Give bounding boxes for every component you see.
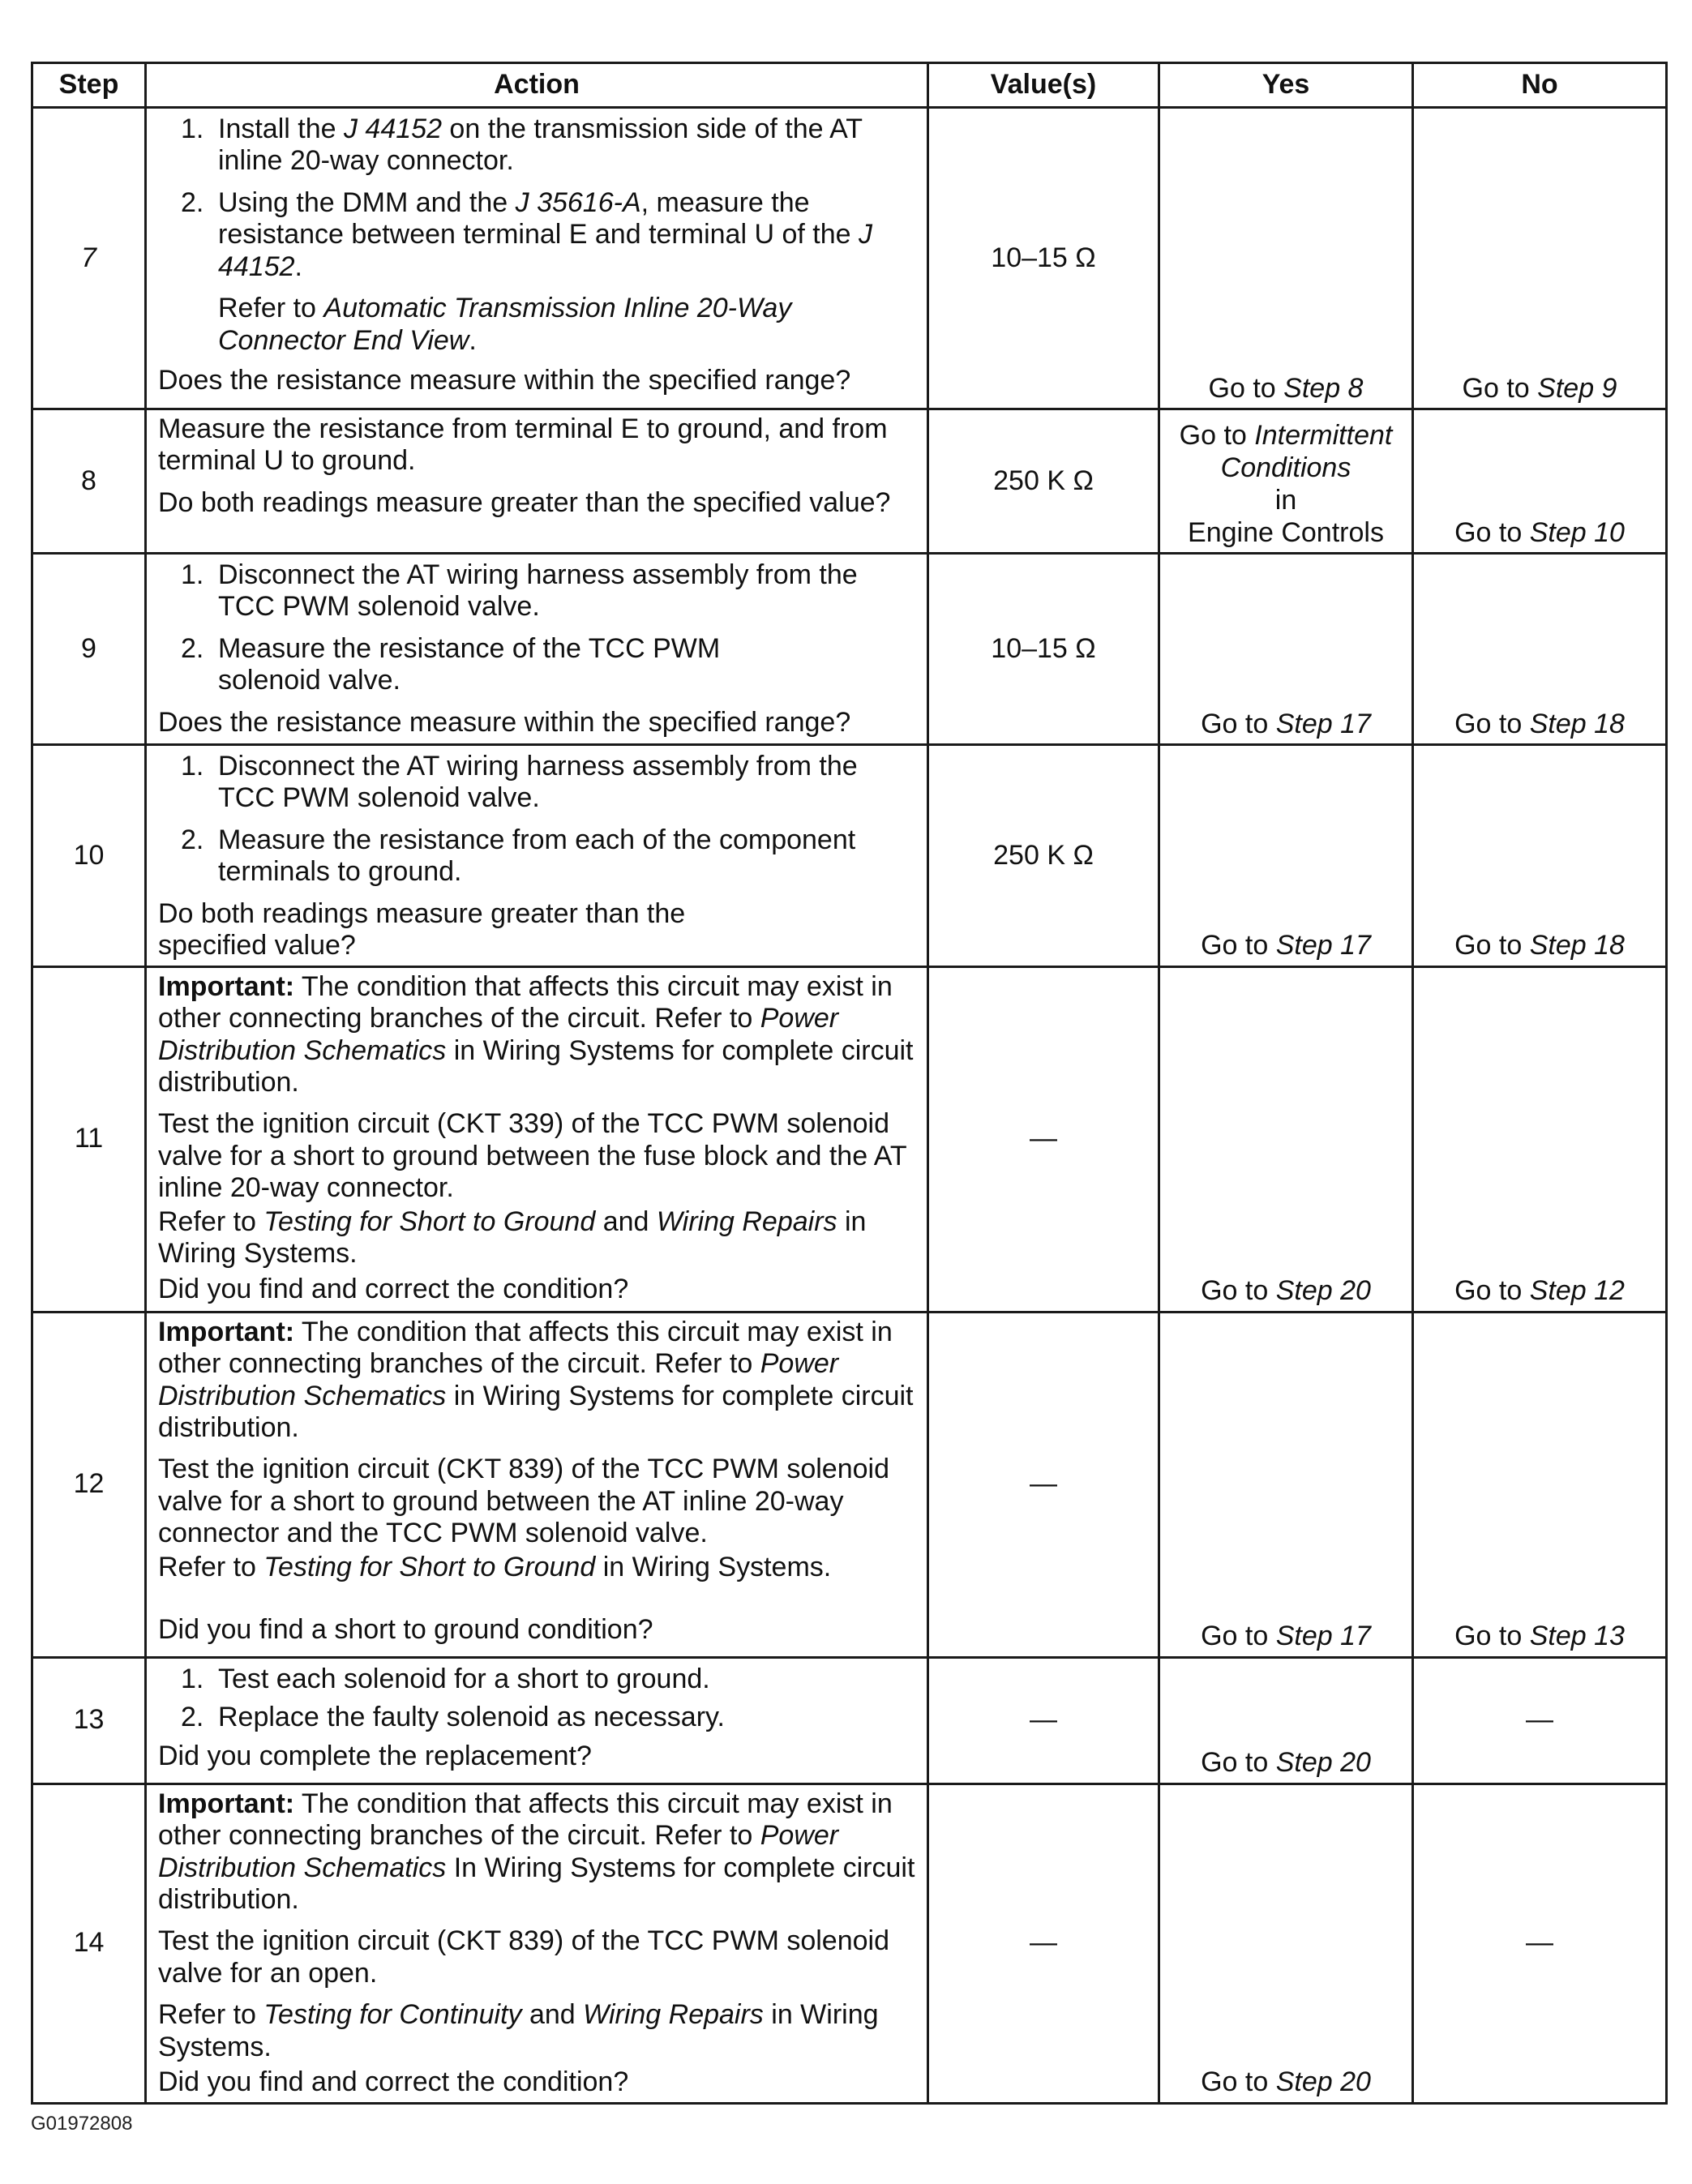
value-cell: 250 K Ω — [928, 409, 1159, 554]
value-cell — [928, 1784, 1159, 2103]
important-note: Important: The condition that affects this circuit may exist in other connecting branches of the circuit. Refer to Power Distribution Schematics In Wiring Systems for complete circuit distribution. — [158, 1788, 915, 1915]
yes-cell: Go to Step 20 — [1159, 1657, 1413, 1784]
table-header-row — [32, 63, 1667, 108]
dash-mark: — — [1526, 1927, 1553, 1959]
yes-cell: Go to Step 20 — [1159, 966, 1413, 1312]
action-cell — [146, 1657, 928, 1784]
question-text: Did you find and correct the condition? — [158, 1273, 629, 1304]
step-number: 7 — [32, 108, 146, 409]
reference-text: Refer to Testing for Short to Ground and Wiring Repairs in Wiring Systems. — [158, 1205, 867, 1270]
header-step: Step — [32, 63, 146, 108]
list-item: 1. Disconnect the AT wiring harness assembly from the TCC PWM solenoid valve. — [181, 751, 858, 814]
step-number: 13 — [32, 1657, 146, 1784]
header-action: Action — [146, 63, 928, 108]
no-cell: Go to Step 10 — [1413, 409, 1667, 554]
header-yes: Yes — [1159, 63, 1413, 108]
value-cell: 250 K Ω — [928, 745, 1159, 967]
no-cell — [1413, 1784, 1667, 2103]
yes-cell: Go to Step 17 — [1159, 1312, 1413, 1657]
reference-text: Refer to Testing for Continuity and Wiring Repairs in Wiring Systems. — [158, 1999, 879, 2062]
yes-cell: Go to Intermittent Conditions in Engine Controls — [1159, 409, 1413, 554]
value-cell — [928, 1657, 1159, 1784]
yes-cell: Go to Step 17 — [1159, 554, 1413, 745]
no-cell: Go to Step 9 — [1413, 108, 1667, 409]
list-item: 2. Replace the faulty solenoid as necessary. — [181, 1702, 725, 1733]
action-cell — [146, 554, 928, 745]
question-text: Did you complete the replacement? — [158, 1740, 592, 1771]
table-row-step-14 — [32, 1784, 1667, 2103]
header-no: No — [1413, 63, 1667, 108]
question-text: Did you find and correct the condition? — [158, 2066, 629, 2098]
value-cell: 10–15 Ω — [928, 554, 1159, 745]
action-cell — [146, 409, 928, 554]
table-row-step-12 — [32, 1312, 1667, 1657]
no-cell: Go to Step 13 — [1413, 1312, 1667, 1657]
question-text: Does the resistance measure within the specified range? — [158, 365, 851, 396]
list-item: 2. Using the DMM and the J 35616-A, measure the resistance between terminal E and terminal U of the J 44152. — [181, 186, 872, 282]
reference-text: Refer to Testing for Short to Ground in Wiring Systems. — [158, 1551, 832, 1582]
step-number: 9 — [32, 554, 146, 745]
table-row-step-9 — [32, 554, 1667, 745]
dash-mark: — — [1030, 1123, 1057, 1154]
no-cell: Go to Step 12 — [1413, 966, 1667, 1312]
step-number: 14 — [32, 1784, 146, 2103]
yes-cell: Go to Step 20 — [1159, 1784, 1413, 2103]
step-number: 10 — [32, 745, 146, 967]
no-cell: Go to Step 18 — [1413, 554, 1667, 745]
step-number: 12 — [32, 1312, 146, 1657]
table-row-step-13 — [32, 1657, 1667, 1784]
action-text: Test the ignition circuit (CKT 839) of the TCC PWM solenoid valve for an open. — [158, 1925, 889, 1989]
value-cell — [928, 966, 1159, 1312]
table-row-step-8 — [32, 409, 1667, 554]
question-text: Do both readings measure greater than the specified value? — [158, 897, 686, 961]
reference-text: Refer to Automatic Transmission Inline 20-Way Connector End View. — [218, 293, 792, 356]
dash-mark: — — [1030, 1468, 1057, 1500]
dash-mark: — — [1030, 1704, 1057, 1736]
step-number: 8 — [32, 409, 146, 554]
action-text: Test the ignition circuit (CKT 839) of the TCC PWM solenoid valve for a short to ground between the AT inline 20-way connector and the TCC PWM solenoid valve. — [158, 1454, 889, 1549]
question-text: Did you find a short to ground condition? — [158, 1614, 653, 1646]
list-item: 2. Measure the resistance from each of the component terminals to ground. — [181, 824, 856, 888]
action-text: Test the ignition circuit (CKT 339) of the TCC PWM solenoid valve for a short to ground between the fuse block and the AT inline 20-way connector. — [158, 1108, 906, 1204]
important-note: Important: The condition that affects this circuit may exist in other connecting branches of the circuit. Refer to Power Distribution Schematics in Wiring Systems for complete circuit distribution. — [158, 970, 914, 1098]
list-item: 2. Measure the resistance of the TCC PWM solenoid valve. — [181, 632, 721, 696]
action-cell — [146, 745, 928, 967]
action-cell — [146, 1312, 928, 1657]
action-text: Measure the resistance from terminal E to ground, and from terminal U to ground. — [158, 413, 888, 477]
no-cell — [1413, 1657, 1667, 1784]
no-cell: Go to Step 18 — [1413, 745, 1667, 967]
header-values: Value(s) — [928, 63, 1159, 108]
list-item: 1. Disconnect the AT wiring harness assembly from the TCC PWM solenoid valve. — [181, 559, 858, 623]
action-cell — [146, 108, 928, 409]
action-cell — [146, 966, 928, 1312]
table-row-step-7 — [32, 108, 1667, 409]
question-text: Do both readings measure greater than the specified value? — [158, 486, 891, 518]
action-cell — [146, 1784, 928, 2103]
step-number: 11 — [32, 966, 146, 1312]
value-cell — [928, 1312, 1159, 1657]
table-row-step-11 — [32, 966, 1667, 1312]
value-cell: 10–15 Ω — [928, 108, 1159, 409]
important-note: Important: The condition that affects this circuit may exist in other connecting branches of the circuit. Refer to Power Distribution Schematics in Wiring Systems for complete circuit distribution. — [158, 1316, 914, 1443]
list-item: 1. Test each solenoid for a short to ground. — [181, 1663, 710, 1694]
figure-id: G01972808 — [31, 2113, 133, 2135]
yes-cell: Go to Step 8 — [1159, 108, 1413, 409]
dash-mark: — — [1526, 1704, 1553, 1736]
table-row-step-10 — [32, 745, 1667, 967]
question-text: Does the resistance measure within the specified range? — [158, 706, 851, 738]
yes-cell: Go to Step 17 — [1159, 745, 1413, 967]
list-item: 1. Install the J 44152 on the transmission side of the AT inline 20-way connector. — [181, 113, 863, 177]
dash-mark: — — [1030, 1927, 1057, 1959]
diagnostic-table — [31, 62, 1668, 2105]
